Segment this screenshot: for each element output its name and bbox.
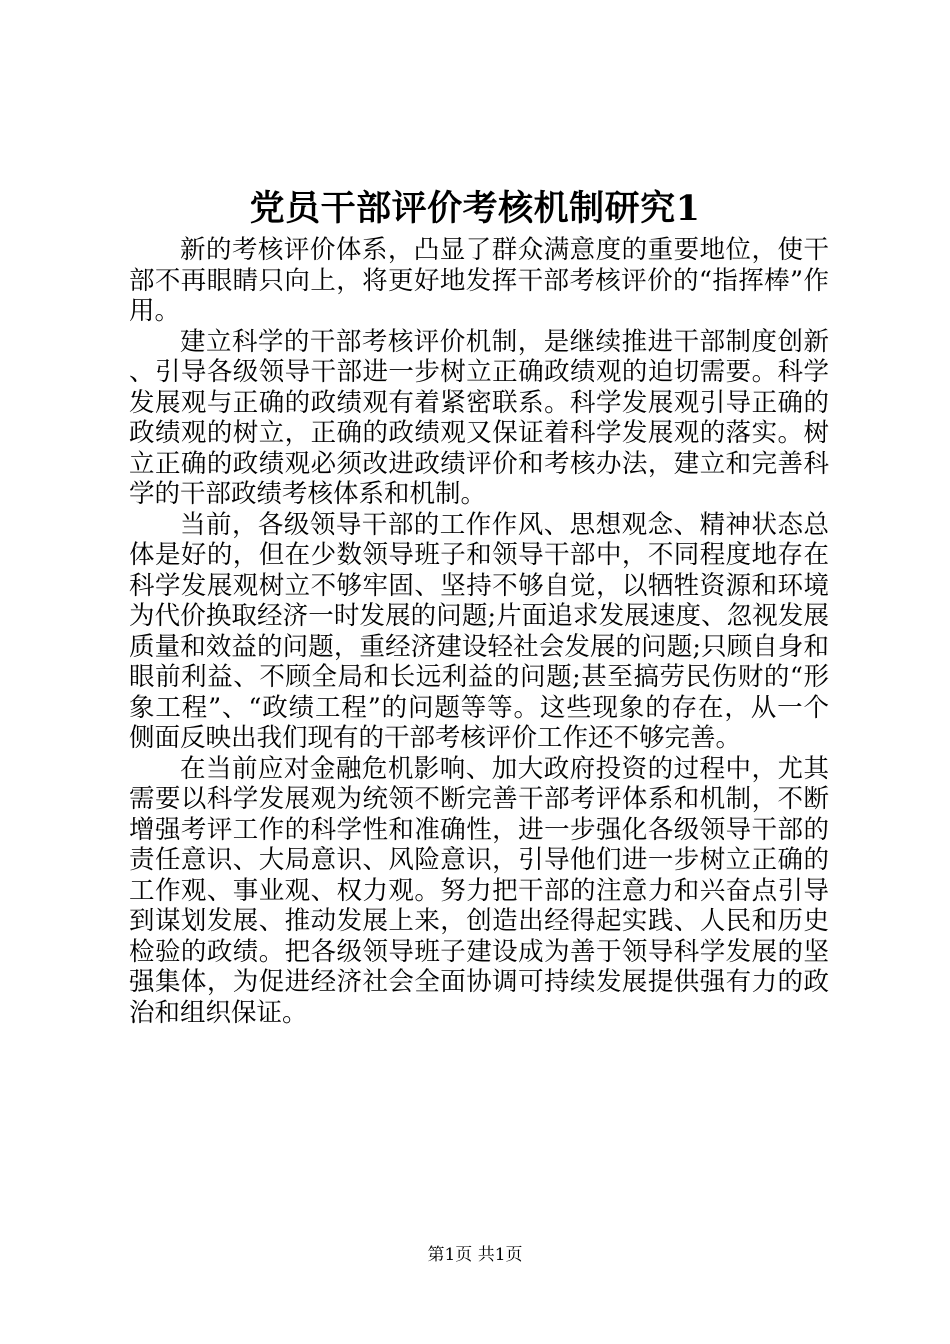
paragraph: 新的考核评价体系，凸显了群众满意度的重要地位，使干部不再眼睛只向上，将更好地发挥干部考核评价的“指挥棒”作用。 bbox=[129, 235, 829, 326]
document-title: 党员干部评价考核机制研究1 bbox=[249, 188, 701, 229]
page-footer: 第1页 共1页 bbox=[427, 1245, 523, 1265]
paragraph: 在当前应对金融危机影响、加大政府投资的过程中，尤其需要以科学发展观为统领不断完善干部考评体系和机制，不断增强考评工作的科学性和准确性，进一步强化各级领导干部的责任意识、大局意识、风险意识，引导他们进一步树立正确的工作观、事业观、权力观。努力把干部的注意力和兴奋点引导到谋划发展、推动发展上来，创造出经得起实践、人民和历史检验的政绩。把各级领导班子建设成为善于领导科学发展的坚强集体，为促进经济社会全面协调可持续发展提供强有力的政治和组织保证。 bbox=[129, 753, 829, 1028]
document-body bbox=[129, 235, 829, 1028]
paragraph: 当前，各级领导干部的工作作风、思想观念、精神状态总体是好的，但在少数领导班子和领导干部中，不同程度地存在科学发展观树立不够牢固、坚持不够自觉，以牺牲资源和环境为代价换取经济一时发展的问题;片面追求发展速度、忽视发展质量和效益的问题，重经济建设轻社会发展的问题;只顾自身和眼前利益、不顾全局和长远利益的问题;甚至搞劳民伤财的“形象工程”、“政绩工程”的问题等等。这些现象的存在，从一个侧面反映出我们现有的干部考核评价工作还不够完善。 bbox=[129, 509, 829, 753]
paragraph: 建立科学的干部考核评价机制，是继续推进干部制度创新、引导各级领导干部进一步树立正确政绩观的迫切需要。科学发展观与正确的政绩观有着紧密联系。科学发展观引导正确的政绩观的树立，正确的政绩观又保证着科学发展观的落实。树立正确的政绩观必须改进政绩评价和考核办法，建立和完善科学的干部政绩考核体系和机制。 bbox=[129, 326, 829, 509]
